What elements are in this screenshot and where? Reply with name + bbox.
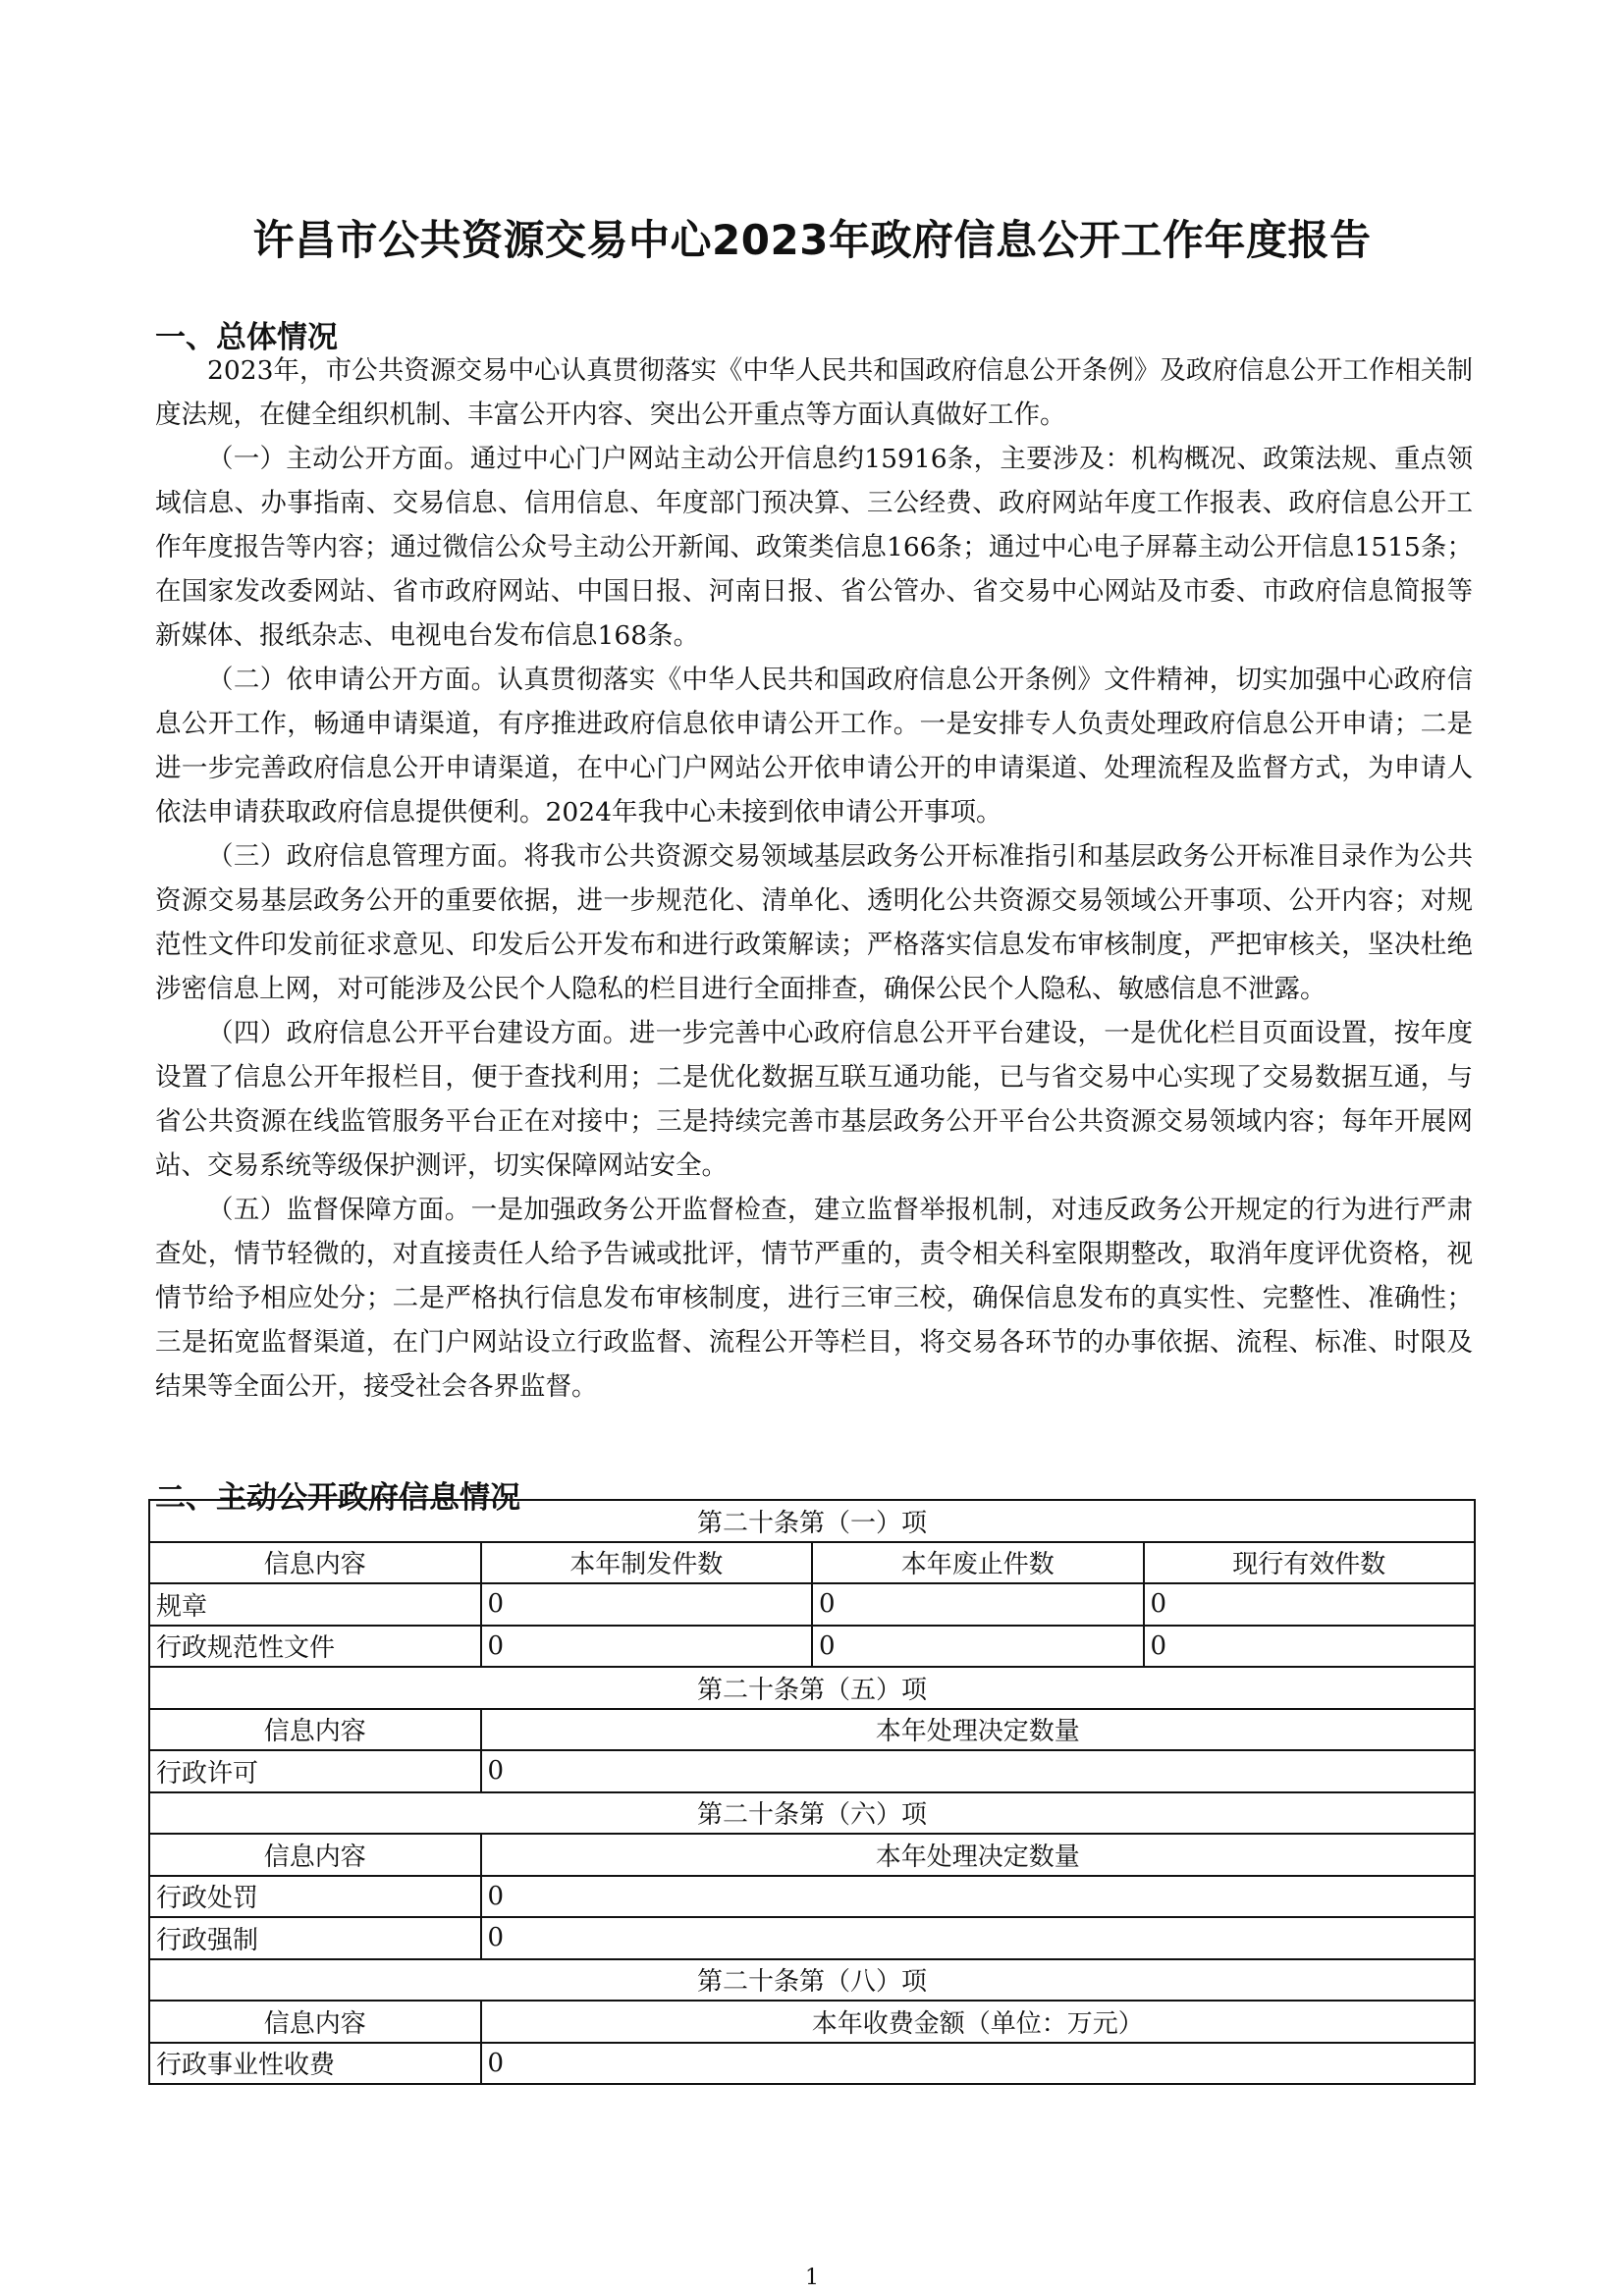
table-cell: 0 xyxy=(481,1583,813,1626)
column-header: 信息内容 xyxy=(149,2001,481,2043)
proactive-disclosure-table xyxy=(148,1499,1476,2085)
table-section-header-row xyxy=(149,1792,1475,1835)
row-label: 行政规范性文件 xyxy=(149,1626,481,1668)
table-row xyxy=(149,1583,1475,1626)
table-cell: 0 xyxy=(481,1750,1476,1792)
info-management-paragraph: （三）政府信息管理方面。将我市公共资源交易领域基层政务公开标准指引和基层政务公开标准目录作为公共资源交易基层政务公开的重要依据，进一步规范化、清单化、透明化公共资源交易领域公开事项、公开内容；对规范性文件印发前征求意见、印发后公开发布和进行政策解读；严格落实信息发布审核制度，严把审核关，坚决杜绝涉密信息上网，对可能涉及公民个人隐私的栏目进行全面排查，确保公民个人隐私、敏感信息不泄露。 xyxy=(155,841,1473,1004)
column-header: 信息内容 xyxy=(149,1834,481,1876)
table-row xyxy=(149,1917,1475,1959)
table-cell: 0 xyxy=(481,1626,813,1668)
column-header: 信息内容 xyxy=(149,1542,481,1584)
table-cell: 0 xyxy=(481,1917,1476,1959)
table-row xyxy=(149,1626,1475,1668)
row-label: 行政事业性收费 xyxy=(149,2043,481,2085)
table-header-row xyxy=(149,1542,1475,1584)
table-cell: 0 xyxy=(1144,1626,1476,1668)
table-row xyxy=(149,1876,1475,1918)
overview-paragraph: 2023年，市公共资源交易中心认真贯彻落实《中华人民共和国政府信息公开条例》及政府信息公开工作相关制度法规，在健全组织机制、丰富公开内容、突出公开重点等方面认真做好工作。 xyxy=(155,355,1473,430)
column-header: 本年制发件数 xyxy=(481,1542,813,1584)
table-cell: 0 xyxy=(1144,1583,1476,1626)
page-number: 1 xyxy=(805,2266,819,2290)
proactive-disclosure-paragraph: （一）主动公开方面。通过中心门户网站主动公开信息约15916条，主要涉及：机构概况、政策法规、重点领域信息、办事指南、交易信息、信用信息、年度部门预决算、三公经费、政府网站年度工作报表、政府信息公开工作年度报告等内容；通过微信公众号主动公开新闻、政策类信息166条；通过中心电子屏幕主动公开信息1515条；在国家发改委网站、省市政府网站、中国日报、河南日报、省公管办、省交易中心网站及市委、市政府信息简报等新媒体、报纸杂志、电视电台发布信息168条。 xyxy=(155,444,1473,651)
table-section-header-row xyxy=(149,1959,1475,2002)
table-cell: 0 xyxy=(812,1583,1144,1626)
table-row xyxy=(149,1750,1475,1792)
section-heading-overview: 一、总体情况 xyxy=(155,320,338,355)
table-section-header-row xyxy=(149,1500,1475,1542)
table-cell: 0 xyxy=(812,1626,1144,1668)
overview-body xyxy=(155,348,1473,1409)
table-header-row xyxy=(149,1834,1475,1876)
section-header-article20-1: 第二十条第（一）项 xyxy=(149,1500,1475,1542)
column-header: 本年处理决定数量 xyxy=(481,1834,1476,1876)
table-header-row xyxy=(149,2001,1475,2043)
section-header-article20-5: 第二十条第（五）项 xyxy=(149,1667,1475,1709)
document-title: 许昌市公共资源交易中心2023年政府信息公开工作年度报告 xyxy=(252,216,1372,264)
row-label: 行政许可 xyxy=(149,1750,481,1792)
section-header-article20-8: 第二十条第（八）项 xyxy=(149,1959,1475,2002)
column-header: 信息内容 xyxy=(149,1709,481,1751)
table-header-row xyxy=(149,1709,1475,1751)
column-header: 本年处理决定数量 xyxy=(481,1709,1476,1751)
column-header: 本年收费金额（单位：万元） xyxy=(481,2001,1476,2043)
table-section-header-row xyxy=(149,1667,1475,1709)
table-cell: 0 xyxy=(481,2043,1476,2085)
section-header-article20-6: 第二十条第（六）项 xyxy=(149,1792,1475,1835)
table-cell: 0 xyxy=(481,1876,1476,1918)
platform-construction-paragraph: （四）政府信息公开平台建设方面。进一步完善中心政府信息公开平台建设，一是优化栏目页面设置，按年度设置了信息公开年报栏目，便于查找利用；二是优化数据互联互通功能，已与省交易中心实现了交易数据互通，与省公共资源在线监管服务平台正在对接中；三是持续完善市基层政务公开平台公共资源交易领域内容；每年开展网站、交易系统等级保护测评，切实保障网站安全。 xyxy=(155,1018,1473,1181)
row-label: 规章 xyxy=(149,1583,481,1626)
column-header: 现行有效件数 xyxy=(1144,1542,1476,1584)
row-label: 行政处罚 xyxy=(149,1876,481,1918)
table-row xyxy=(149,2043,1475,2085)
section-heading-proactive: 二、主动公开政府信息情况 xyxy=(155,1480,520,1516)
row-label: 行政强制 xyxy=(149,1917,481,1959)
column-header: 本年废止件数 xyxy=(812,1542,1144,1584)
supervision-paragraph: （五）监督保障方面。一是加强政务公开监督检查，建立监督举报机制，对违反政务公开规定的行为进行严肃查处，情节轻微的，对直接责任人给予告诫或批评，情节严重的，责令相关科室限期整改，取消年度评优资格，视情节给予相应处分；二是严格执行信息发布审核制度，进行三审三校，确保信息发布的真实性、完整性、准确性；三是拓宽监督渠道，在门户网站设立行政监督、流程公开等栏目，将交易各环节的办事依据、流程、标准、时限及结果等全面公开，接受社会各界监督。 xyxy=(155,1195,1473,1402)
on-request-disclosure-paragraph: （二）依申请公开方面。认真贯彻落实《中华人民共和国政府信息公开条例》文件精神，切实加强中心政府信息公开工作，畅通申请渠道，有序推进政府信息依申请公开工作。一是安排专人负责处理政府信息公开申请；二是进一步完善政府信息公开申请渠道，在中心门户网站公开依申请公开的申请渠道、处理流程及监督方式，为申请人依法申请获取政府信息提供便利。2024年我中心未接到依申请公开事项。 xyxy=(155,665,1473,828)
